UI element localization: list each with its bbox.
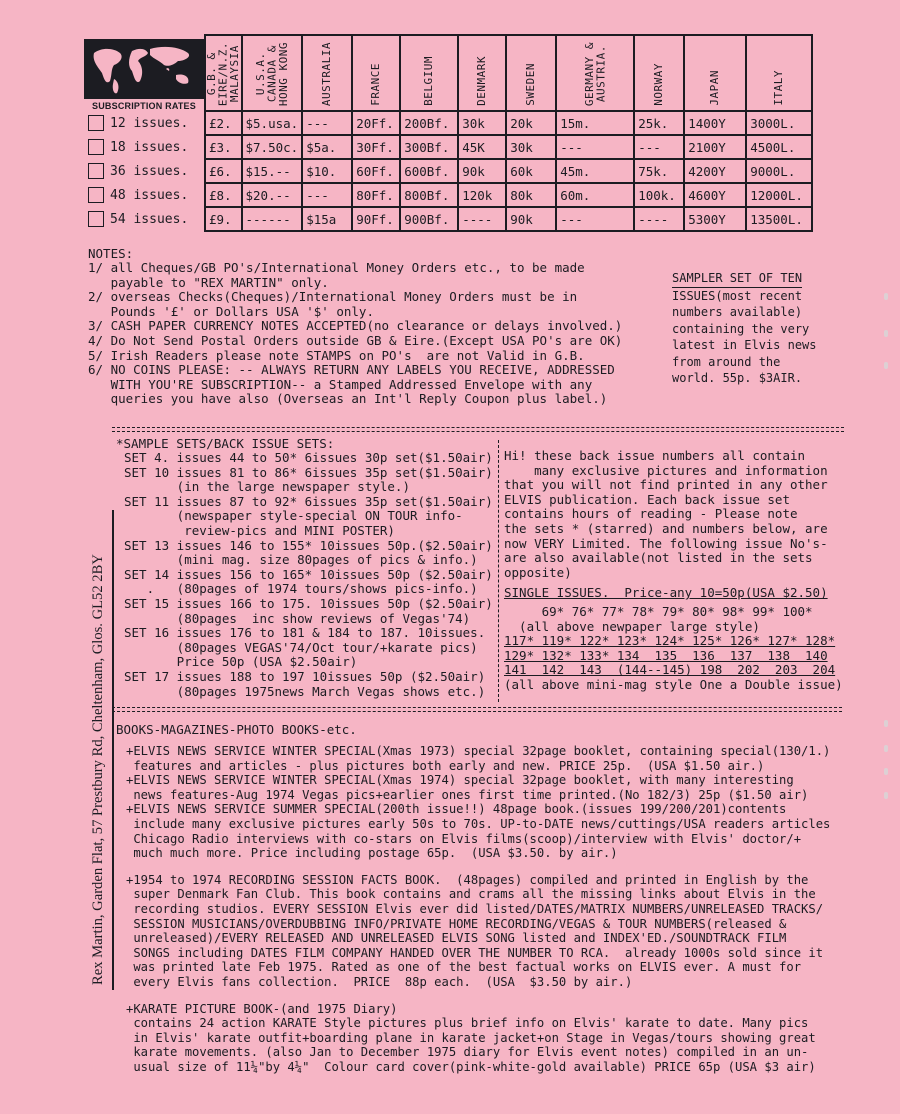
price-cell: 12000L.: [746, 183, 812, 207]
book-line: much much more. Price including postage 65p. (USA $3.50. by air.): [126, 846, 618, 861]
issue-count: 18 issues.: [110, 135, 205, 159]
rate-checkbox-cell: [84, 207, 110, 231]
book-line: recording studios. EVERY SESSION Elvis ever did listed/DATES/MATRIX NUMBERS/UNRELEASED TRACKS/: [126, 901, 824, 916]
single-issues-line: 141 142 143 (144--145) 198 202 203 204: [504, 662, 836, 678]
country-header: ITALY: [746, 35, 812, 111]
sampler-title: SAMPLER SET OF TEN: [672, 270, 802, 288]
set-line: (80pages inc show reviews of Vegas'74): [124, 610, 471, 626]
sampler-line: ISSUES(most recent: [672, 288, 803, 303]
price-cell: 3000L.: [746, 111, 812, 135]
price-cell: ---: [556, 207, 634, 231]
price-cell: 5300Y: [684, 207, 746, 231]
sampler-offer: [672, 267, 840, 387]
book-line: usual size of 11¼"by 4¼" Colour card cover(pink-white-gold available) PRICE 65p (USA $3 air): [126, 1059, 816, 1074]
set-line: (in the large newspaper style.): [124, 479, 410, 495]
country-header: GERMANY & AUSTRIA.: [556, 35, 634, 111]
note-line: Pounds '£' or Dollars USA '$' only.: [88, 303, 374, 319]
book-line: features and articles - plus pictures both early and new. PRICE 25p. (USA $1.50 air.): [126, 758, 765, 773]
price-cell: 60Ff.: [352, 159, 400, 183]
price-cell: 900Bf.: [400, 207, 458, 231]
set-line: (80pages VEGAS'74/Oct tour/+karate pics): [124, 639, 478, 655]
book-line: +ELVIS NEWS SERVICE WINTER SPECIAL(Xmas 1973) special 32page booklet, containing special(130/1.): [126, 744, 831, 758]
book-line: SESSION MUSICIANS/OVERDUBBING INFO/PRIVATE HOME RECORDING/VEGAS & TOUR NUMBERS(released &: [126, 916, 787, 931]
price-cell: ----: [634, 207, 684, 231]
set-line: (newspaper style-special ON TOUR info-: [124, 508, 463, 524]
price-cell: 90Ff.: [352, 207, 400, 231]
notes-list: [88, 261, 622, 407]
single-issues-line: 117* 119* 122* 123* 124* 125* 126* 127* 128*: [504, 633, 836, 649]
country-header: BELGIUM: [400, 35, 458, 111]
books-heading: BOOKS-MAGAZINES-PHOTO BOOKS-etc.: [116, 722, 357, 737]
back-issues-info: [504, 449, 843, 693]
country-header: AUSTRALIA: [302, 35, 352, 111]
publisher-address: Rex Martin, Garden Flat, 57 Prestbury Rd, Cheltenham, Glos. GL52 2BY: [90, 554, 106, 985]
price-cell: 20Ff.: [352, 111, 400, 135]
book-line: [126, 861, 830, 873]
price-cell: ----: [458, 207, 506, 231]
single-issues-line: 69* 76* 77* 78* 79* 80* 98* 99* 100*: [504, 603, 813, 619]
set-line: SET 17 issues 188 to 197 10issues 50p ($2.50air): [124, 668, 486, 684]
sampler-line: latest in Elvis news: [672, 338, 817, 352]
rate-checkbox-cell: [84, 159, 110, 183]
set-line: SET 4. issues 44 to 50* 6issues 30p set($1.50air): [124, 450, 493, 465]
note-line: 5/ Irish Readers please note STAMPS on PO's are not Valid in G.B.: [88, 347, 585, 363]
note-line: WITH YOU'RE SUBSCRIPTION-- a Stamped Addressed Envelope with any: [88, 376, 593, 392]
price-cell: 80k: [506, 183, 556, 207]
book-line: +ELVIS NEWS SERVICE WINTER SPECIAL(Xmas 1974) special 32page booklet, with many interesting: [126, 773, 794, 788]
issue-count: 12 issues.: [110, 111, 205, 135]
rate-row: [84, 183, 812, 207]
price-cell: $5a.: [302, 135, 352, 159]
price-cell: ---: [302, 183, 352, 207]
price-cell: 600Bf.: [400, 159, 458, 183]
country-header: FRANCE: [352, 35, 400, 111]
price-cell: 60k: [506, 159, 556, 183]
binder-hole: [884, 720, 888, 727]
book-line: in Elvis' karate outfit+boarding plane in karate jacket+on Stage in Vegas/tours showing great: [126, 1030, 816, 1045]
price-cell: 45m.: [556, 159, 634, 183]
sampler-line: world. 55p. $3AIR.: [672, 371, 803, 385]
info-line: the sets * (starred) and numbers below, are: [504, 520, 828, 536]
info-line: are also available(not listed in the sets: [504, 550, 813, 566]
info-line: that you will not find printed in any other: [504, 477, 828, 493]
price-cell: $7.50c.: [242, 135, 303, 159]
price-cell: $10.: [302, 159, 352, 183]
price-cell: $15a: [302, 207, 352, 231]
back-issue-sets: [124, 451, 493, 699]
price-cell: 300Bf.: [400, 135, 458, 159]
set-line: SET 15 issues 166 to 175. 10issues 50p ($2.50air): [124, 595, 493, 611]
price-cell: £3.: [205, 135, 242, 159]
price-cell: 120k: [458, 183, 506, 207]
price-cell: 45K: [458, 135, 506, 159]
note-line: 1/ all Cheques/GB PO's/International Money Orders etc., to be made: [88, 260, 585, 275]
price-cell: 100k.: [634, 183, 684, 207]
rate-checkbox-cell: [84, 135, 110, 159]
info-line: ELVIS publication. Each back issue set: [504, 491, 790, 507]
price-cell: 25k.: [634, 111, 684, 135]
book-line: was printed late Feb 1975. Rated as one of the best factual works on ELVIS ever. A must for: [126, 960, 802, 975]
set-line: SET 10 issues 81 to 86* 6issues 35p set($1.50air): [124, 464, 493, 480]
price-cell: £6.: [205, 159, 242, 183]
rate-checkbox-cell: [84, 111, 110, 135]
price-cell: 13500L.: [746, 207, 812, 231]
price-cell: 200Bf.: [400, 111, 458, 135]
price-cell: 9000L.: [746, 159, 812, 183]
price-cell: 30Ff.: [352, 135, 400, 159]
books-list: [126, 744, 830, 1074]
price-cell: 800Bf.: [400, 183, 458, 207]
book-line: include many exclusive pictures early 50s to 70s. UP-to-DATE news/cuttings/USA readers articles: [126, 816, 831, 831]
book-line: Chicago Radio interviews with co-stars on Elvis films(scoop)/interview with Elvis' doctor/+: [126, 831, 802, 846]
world-map-icon: [84, 39, 204, 99]
book-line: +KARATE PICTURE BOOK-(and 1975 Diary): [126, 1001, 398, 1016]
note-line: 2/ overseas Checks(Cheques)/International Money Orders must be in: [88, 289, 578, 305]
book-line: [126, 990, 830, 1002]
price-cell: 20k: [506, 111, 556, 135]
price-cell: $15.--: [242, 159, 303, 183]
back-issues-heading: *SAMPLE SETS/BACK ISSUE SETS:: [116, 436, 335, 451]
single-issues-line: (all above mini-mag style One a Double issue): [504, 676, 843, 692]
info-line: now VERY Limited. The following issue No's-: [504, 535, 828, 551]
rate-checkbox-cell: [84, 183, 110, 207]
issue-count: 48 issues.: [110, 183, 205, 207]
book-line: every Elvis fans collection. PRICE 88p each. (USA $3.50 by air.): [126, 974, 633, 989]
single-issues-heading: SINGLE ISSUES. Price-any 10=50p(USA $2.50): [504, 585, 828, 601]
book-line: +ELVIS NEWS SERVICE SUMMER SPECIAL(200th issue!!) 48page book.(issues 199/200/201)contents: [126, 802, 787, 817]
set-line: SET 13 issues 146 to 155* 10issues 50p.($2.50air): [124, 537, 493, 553]
book-line: super Denmark Fan Club. This book contains and crams all the missing links about Elvis in the: [126, 887, 816, 902]
issue-count: 54 issues.: [110, 207, 205, 231]
book-line: SONGS including DATES FILM COMPANY HANDED OVER THE NUMBER TO RCA. already 1000s sold since it: [126, 945, 824, 960]
info-line: Hi! these back issue numbers all contain: [504, 448, 806, 463]
price-cell: 60m.: [556, 183, 634, 207]
rate-row: [84, 135, 812, 159]
note-line: 4/ Do Not Send Postal Orders outside GB & Eire.(Except USA PO's are OK): [88, 332, 623, 348]
price-cell: $5.usa.: [242, 111, 303, 135]
book-line: +1954 to 1974 RECORDING SESSION FACTS BOOK. (48pages) compiled and printed in English by the: [126, 872, 809, 887]
binder-hole: [884, 792, 888, 799]
price-cell: 30k: [458, 111, 506, 135]
section-divider: [112, 431, 844, 432]
subscription-checkbox[interactable]: [88, 115, 104, 131]
subscription-checkbox[interactable]: [88, 139, 104, 155]
set-line: review-pics and MINI POSTER): [124, 522, 395, 538]
book-line: news features-Aug 1974 Vegas pics+earlier ones first time printed.(No 182/3) 25p ($1.50 air): [126, 787, 809, 802]
price-cell: 30k: [506, 135, 556, 159]
binder-hole: [884, 293, 888, 300]
country-header: G.B. & EIRE/N.Z. MALAYSIA: [205, 35, 242, 111]
note-line: 6/ NO COINS PLEASE: -- ALWAYS RETURN ANY LABELS YOU RECEIVE, ADDRESSED: [88, 362, 615, 378]
rate-row: [84, 111, 812, 135]
price-cell: $20.--: [242, 183, 303, 207]
note-line: 3/ CASH PAPER CURRENCY NOTES ACCEPTED(no clearance or delays involved.): [88, 318, 623, 334]
subscription-checkbox[interactable]: [88, 187, 104, 203]
price-cell: 15m.: [556, 111, 634, 135]
notes-heading: NOTES:: [88, 246, 134, 261]
country-header: U.S.A. CANADA & HONG KONG: [242, 35, 303, 111]
info-line: opposite): [504, 564, 572, 580]
address-rule: [112, 510, 114, 990]
subscription-rates-label: SUBSCRIPTION RATES: [92, 101, 196, 111]
price-cell: 4500L.: [746, 135, 812, 159]
subscription-corner: [84, 35, 205, 111]
country-header: NORWAY: [634, 35, 684, 111]
issue-count: 36 issues.: [110, 159, 205, 183]
note-line: payable to "REX MARTIN" only.: [88, 274, 329, 290]
binder-hole: [884, 362, 888, 369]
country-header: SWEDEN: [506, 35, 556, 111]
price-cell: ---: [302, 111, 352, 135]
sampler-line: containing the very: [672, 321, 810, 336]
single-issues-line: (all above newpaper large style): [504, 618, 760, 634]
binder-hole: [884, 768, 888, 775]
subscription-checkbox[interactable]: [88, 211, 104, 227]
price-cell: 80Ff.: [352, 183, 400, 207]
country-header-row: [84, 35, 812, 111]
sampler-line: numbers available): [672, 305, 803, 319]
subscription-checkbox[interactable]: [88, 163, 104, 179]
column-divider: [498, 440, 499, 702]
subscription-table: [84, 34, 813, 232]
price-cell: ------: [242, 207, 303, 231]
price-cell: 75k.: [634, 159, 684, 183]
set-line: SET 11 issues 87 to 92* 6issues 35p set($1.50air): [124, 493, 493, 509]
price-cell: £8.: [205, 183, 242, 207]
section-divider: [112, 427, 844, 428]
rate-row: [84, 207, 812, 231]
book-line: unreleased)/EVERY RELEASED AND UNRELEASED ELVIS SONG listed and INDEX'ED./SOUNDTRACK FILM: [126, 931, 787, 946]
price-cell: 4200Y: [684, 159, 746, 183]
price-cell: ---: [556, 135, 634, 159]
note-line: queries you have also (Overseas an Int'l Reply Coupon plus label.): [88, 391, 608, 407]
set-line: (mini mag. size 80pages of pics & info.): [124, 552, 478, 568]
info-line: many exclusive pictures and information: [504, 462, 828, 478]
single-issues-line: 129* 132* 133* 134 135 136 137 138 140: [504, 647, 828, 663]
section-divider: [112, 711, 842, 712]
set-line: Price 50p (USA $2.50air): [124, 654, 358, 670]
price-cell: £2.: [205, 111, 242, 135]
price-cell: £9.: [205, 207, 242, 231]
set-line: SET 14 issues 156 to 165* 10issues 50p ($2.50air): [124, 566, 493, 582]
set-line: . (80pages of 1974 tours/shows pics-info.): [124, 581, 478, 597]
sampler-line: from around the: [672, 354, 781, 369]
price-cell: 90k: [458, 159, 506, 183]
book-line: karate movements. (also Jan to December 1975 diary for Elvis event notes) compiled in an un-: [126, 1045, 809, 1060]
rate-row: [84, 159, 812, 183]
price-cell: 4600Y: [684, 183, 746, 207]
info-line: contains hours of reading - Please note: [504, 506, 798, 522]
price-cell: 90k: [506, 207, 556, 231]
set-line: (80pages 1975news March Vegas shows etc.): [124, 683, 486, 699]
price-cell: 2100Y: [684, 135, 746, 159]
set-line: SET 16 issues 176 to 181 & 184 to 187. 10issues.: [124, 625, 486, 641]
country-header: JAPAN: [684, 35, 746, 111]
binder-hole: [884, 330, 888, 337]
price-cell: 1400Y: [684, 111, 746, 135]
country-header: DENMARK: [458, 35, 506, 111]
binder-hole: [884, 745, 888, 752]
book-line: contains 24 action KARATE Style pictures plus brief info on Elvis' karate to date. Many pics: [126, 1016, 809, 1031]
section-divider: [112, 707, 842, 708]
price-cell: ---: [634, 135, 684, 159]
